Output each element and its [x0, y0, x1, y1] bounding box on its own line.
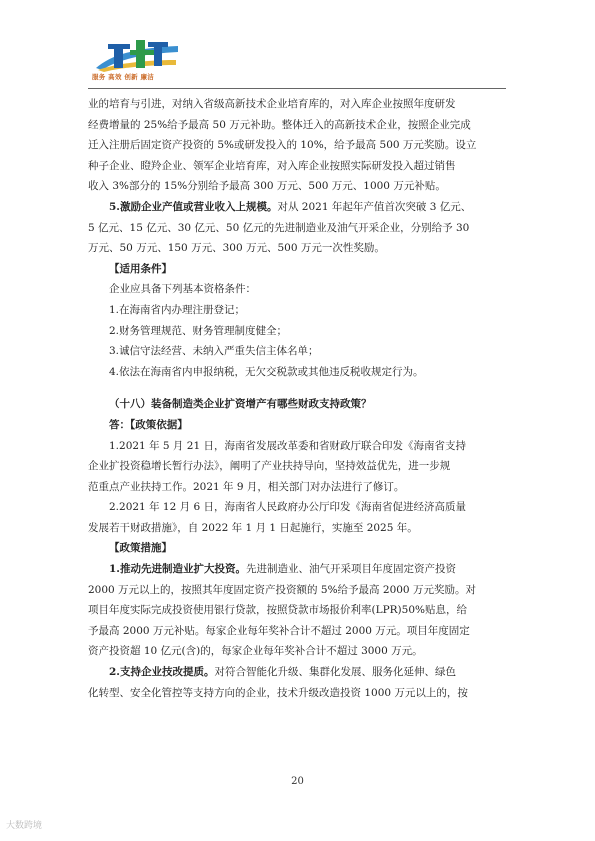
policy-item-heading: 5.激励企业产值或营业收入上规模。: [109, 200, 278, 213]
paragraph-line: 1.2021 年 5 月 21 日，海南省发展改革委和省财政厅联合印发《海南省支持: [109, 439, 466, 452]
paragraph-line: 予最高 2000 万元补贴。每家企业每年奖补合计不超过 2000 万元。项目年度固定: [88, 624, 470, 637]
document-body: [88, 94, 508, 703]
paragraph-line: 项目年度实际完成投资使用银行贷款，按照贷款市场报价利率(LPR)50%贴息，给: [88, 604, 467, 617]
policy-item-heading: 1.推动先进制造业扩大投资。: [109, 563, 246, 576]
paragraph-line: 万元、50 万元、150 万元、300 万元、500 万元一次性奖励。: [88, 242, 385, 255]
page-number: 20: [291, 776, 304, 787]
paragraph-line: 资产投资超 10 亿元(含)的，每家企业每年奖补合计不超过 3000 万元。: [88, 645, 423, 658]
paragraph-line: 企业扩投资稳增长暂行办法》，阐明了产业扶持导向，坚持效益优先，进一步规: [88, 460, 451, 473]
paragraph-line: 业的培育与引进，对纳入省级高新技术企业培育库的，对入库企业按照年度研发: [88, 98, 456, 110]
conditions-intro: 企业应具备下列基本资格条件：: [109, 283, 256, 296]
condition-item: 3.诚信守法经营、未纳入严重失信主体名单；: [109, 345, 319, 358]
paragraph-line: [88, 559, 508, 580]
section-heading-conditions: 【适用条件】: [109, 262, 172, 275]
paragraph-line: 种子企业、瞪羚企业、领军企业培育库，对入库企业按照实际研发投入超过销售: [88, 159, 456, 172]
policy-item-text: 对从 2021 年起年产值首次突破 3 亿元、: [277, 200, 472, 213]
header-divider: [88, 88, 506, 89]
condition-item: 2.财务管理规范、财务管理制度健全；: [109, 324, 288, 337]
policy-item-text: 对符合智能化升级、集群化发展、服务化延伸、绿色: [214, 666, 456, 679]
policy-item-text: 先进制造业、油气开采项目年度固定资产投资: [245, 563, 456, 576]
condition-item: 1.在海南省内办理注册登记；: [109, 303, 246, 316]
policy-item-heading: 2.支持企业技改提质。: [109, 666, 215, 679]
paragraph-line: 2000 万元以上的，按照其年度固定资产投资额的 5%给予最高 2000 万元奖励。对: [88, 583, 476, 596]
question-heading: （十八）装备制造类企业扩资增产有哪些财政支持政策？: [109, 398, 372, 411]
paragraph-line: [88, 662, 508, 683]
paragraph-line: 2.2021 年 12 月 6 日，海南省人民政府办公厅印发《海南省促进经济高质量: [109, 501, 466, 514]
logo-slogan: 服务 高效 创新 廉洁: [92, 73, 155, 81]
logo-emblem-icon: [92, 38, 182, 72]
paragraph-line: 化转型、安全化管控等支持方向的企业，技术升级改造投资 1000 万元以上的，按: [88, 686, 468, 699]
paragraph-line: 收入 3%部分的 15%分别给予最高 300 万元、500 万元、1000 万元补贴。: [88, 180, 446, 193]
paragraph-line: [88, 197, 508, 218]
condition-item: 4.依法在海南省内申报纳税，无欠交税款或其他违反税收规定行为。: [109, 365, 424, 378]
paragraph-line: 发展若干财政措施》，自 2022 年 1 月 1 日起施行，实施至 2025 年。: [88, 521, 418, 534]
paragraph-line: 迁入注册后固定资产投资的 5%或研发投入的 10%，给予最高 500 万元奖励。设立: [88, 139, 477, 152]
section-heading-measures: 【政策措施】: [109, 542, 172, 555]
paragraph-line: 经费增量的 25%给予最高 50 万元补助。整体迁入的高新技术企业，按照企业完成: [88, 118, 471, 131]
header-logo: [92, 38, 182, 84]
paragraph-line: 5 亿元、15 亿元、30 亿元、50 亿元的先进制造业及油气开采企业，分别给予 30: [88, 221, 470, 234]
watermark-text: 大数跨境: [6, 821, 43, 831]
section-gap: [88, 382, 508, 394]
answer-basis-heading: 答：【政策依据】: [109, 418, 188, 431]
paragraph-line: 范重点产业扶持工作。2021 年 9 月，相关部门对办法进行了修订。: [88, 480, 405, 493]
